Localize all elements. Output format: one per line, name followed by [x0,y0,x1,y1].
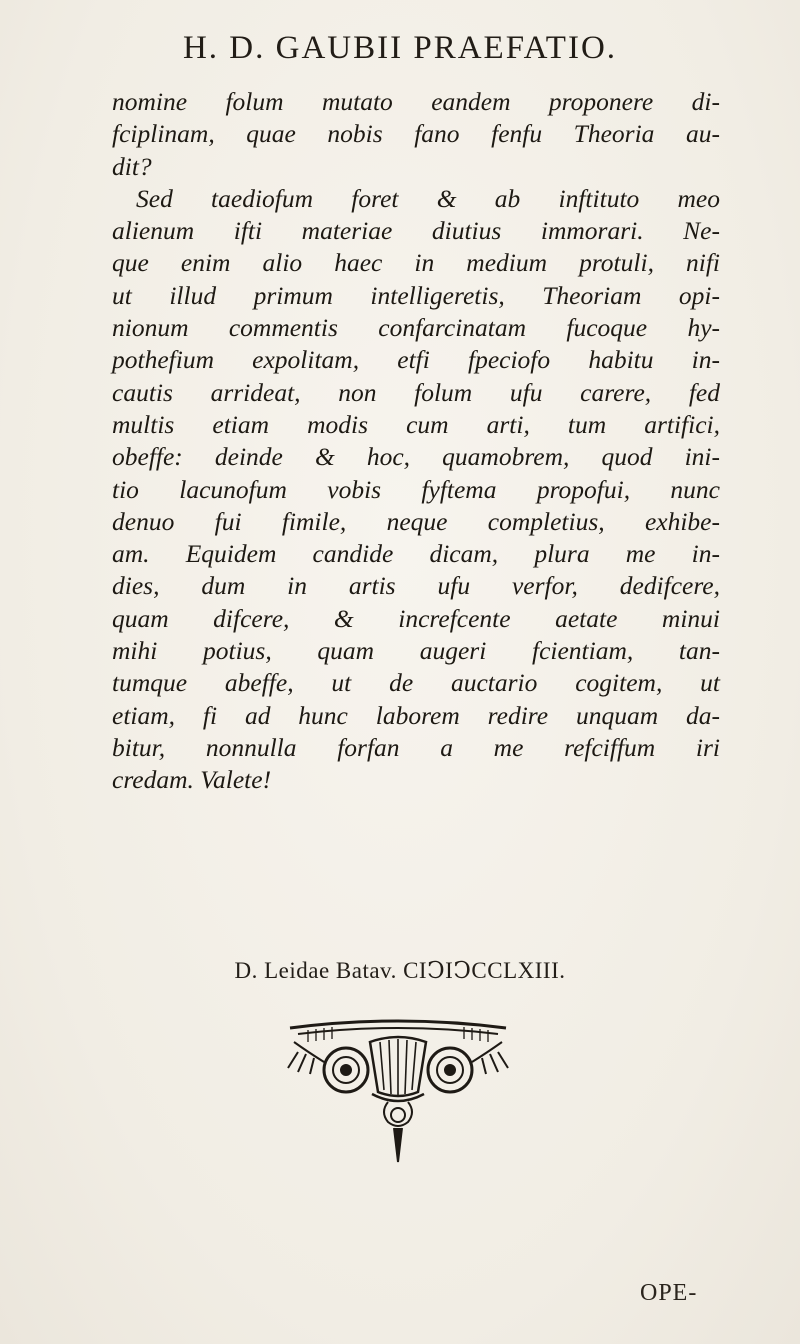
text-line: tio lacunofum vobis fyftema propofui, nunc [112,474,720,504]
text-line: tumque abeffe, ut de auctario cogitem, ut [112,668,720,698]
text-line: etiam, fi ad hunc laborem redire unquam da- [112,700,720,730]
text-line: quam difcere, & increfcente aetate minui [112,603,720,633]
ornamental-tailpiece-icon [268,1012,528,1166]
catchword: OPE- [640,1280,698,1306]
text-line: que enim alio haec in medium protuli, nifi [112,248,720,278]
text-line: bitur, nonnulla forfan a me refciffum iri [112,732,720,762]
text-line: fciplinam, quae nobis fano fenfu Theoria au- [112,119,720,149]
text-line: multis etiam modis cum arti, tum artifici, [112,409,720,439]
text-line: credam. Valete! [112,765,272,795]
body-text [112,86,720,797]
text-line: alienum ifti materiae diutius immorari. Ne- [112,216,720,246]
text-line: Sed taediofum foret & ab inftituto meo [136,183,720,213]
text-line: obeffe: deinde & hoc, quamobrem, quod ini- [112,442,720,472]
text-line: dit? [112,151,152,181]
text-line: am. Equidem candide dicam, plura me in- [112,539,720,569]
text-line: pothefium expolitam, etfi fpeciofo habitu in- [112,345,720,375]
text-line: mihi potius, quam augeri fcientiam, tan- [112,636,720,666]
dateline: D. Leidae Batav. CIↃIↃCCLXIII. [234,958,566,983]
text-line: dies, dum in artis ufu verfor, dedifcere, [112,571,720,601]
text-line: cautis arrideat, non folum ufu carere, fed [112,377,720,407]
text-line: nionum commentis confarcinatam fucoque hy- [112,313,720,343]
text-line: denuo fui fimile, neque completius, exhibe- [112,506,720,536]
text-line: ut illud primum intelligeretis, Theoriam opi- [112,280,720,310]
running-head: H. D. GAUBII PRAEFATIO. [182,30,618,66]
text-line: nomine folum mutato eandem proponere di- [112,87,720,116]
